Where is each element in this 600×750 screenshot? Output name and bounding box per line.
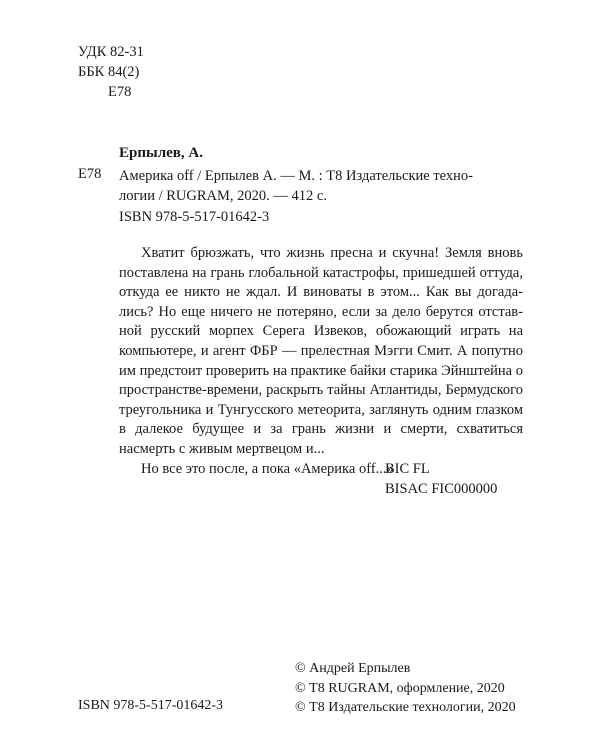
copyright-line: © Т8 Издательские технологии, 2020 <box>295 700 516 715</box>
classification-block <box>78 42 144 102</box>
bic-code: BIC FL <box>385 461 430 477</box>
udk-code: УДК 82-31 <box>78 44 144 60</box>
biblio-line-2: логии / RUGRAM, 2020. — 412 с. <box>119 188 327 204</box>
annotation <box>119 244 523 479</box>
bisac-code: BISAC FIC000000 <box>385 481 498 497</box>
biblio-line-1: Америка off / Ерпылев А. — М. : Т8 Издательские техно- <box>119 168 473 184</box>
record-author: Ерпылев, А. <box>119 145 203 161</box>
annotation-paragraph: Но все это после, а пока «Америка off...» <box>141 460 394 477</box>
copyright-line: © Т8 RUGRAM, оформление, 2020 <box>295 680 505 696</box>
record-code: Е78 <box>78 166 102 182</box>
bbk-code: ББК 84(2) <box>78 64 140 80</box>
copyright-block <box>295 659 516 718</box>
annotation-paragraph: Хватит брюзжать, что жизнь пресна и скучна! Земля вновь поставлена на грань глобальной катастрофы, пришедшей оттуда, откуда ее никто не ждал. И виноваты в этом... Как вы догадались? Но еще ничего не потеряно, если за дело берутся отставной русский морпех Серега Извеков, обожающий играть на компьютере, и агент ФБР — прелестная Мэгги Смит. А попутно им предстоит проверить на практике байки старика Эйнштейна о пространстве-времени, раскрыть тайны Атлантиды, Бермудского треугольника и Тунгусского метеорита, заглянуть одним глазком в далекое будущее и за грань жизни и смерти, схватиться насмерть с живым мертвецом и... <box>119 245 523 457</box>
subject-codes <box>385 459 497 499</box>
bibliographic-description <box>119 166 473 206</box>
footer-isbn: ISBN 978-5-517-01642-3 <box>78 698 224 713</box>
author-sign: Е78 <box>108 84 132 100</box>
copyright-line: © Андрей Ерпылев <box>295 661 411 676</box>
record-isbn: ISBN 978-5-517-01642-3 <box>119 209 270 225</box>
